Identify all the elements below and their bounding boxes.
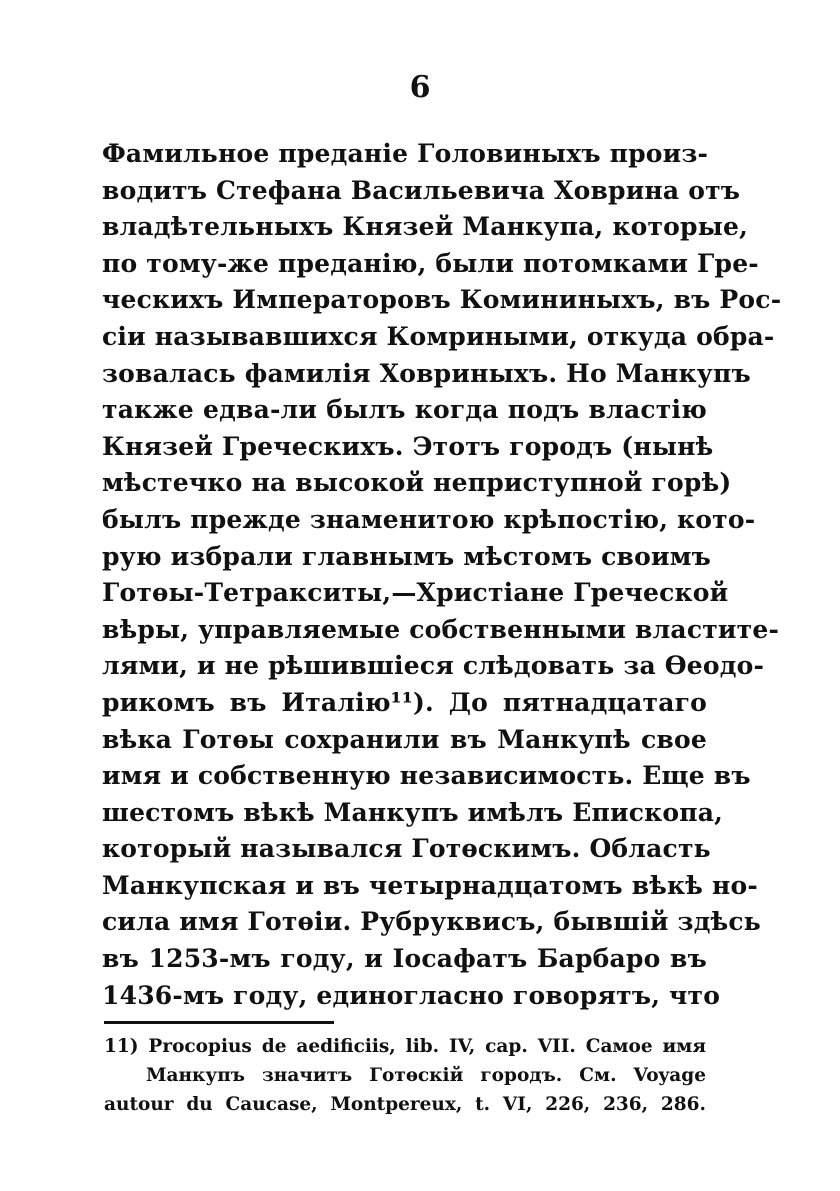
text-line: который назывался Готѳскимъ. Область (102, 834, 711, 864)
text-line: Фамильное преданіе Головиныхъ произ- (102, 139, 709, 168)
text-line: зовалась фамилія Ховриныхъ. Но Манкупъ (102, 358, 751, 388)
text-line: Готѳы-Тетракситы,—Христіане Греческой (102, 578, 729, 608)
text-line: Манкупская и въ четырнадцатомъ вѣкѣ но- (102, 870, 758, 900)
text-line: водитъ Стефана Васильевича Ховрина отъ (102, 175, 741, 205)
footnote-divider (104, 1021, 334, 1024)
text-line: ческихъ Императоровъ Комининыхъ, въ Рос- (102, 285, 782, 315)
text-line: вѣры, управляемые собственными властите- (102, 614, 780, 644)
text-line: имя и собственную независимость. Еще въ (102, 761, 751, 791)
text-line: рую избрали главнымъ мѣстомъ своимъ (102, 541, 712, 571)
text-line: мѣстечко на высокой неприступной горѣ) (102, 468, 732, 498)
text-line: въ 1253-мъ году, и Іосафатъ Барбаро въ (102, 944, 707, 974)
page-number: 6 (409, 70, 431, 105)
text-line: сила имя Готѳіи. Рубруквисъ, бывшій здѣсь (102, 907, 761, 937)
footnote-line: autour du Caucase, Montpereux, t. VI, 226, 236, 286. (104, 1094, 706, 1115)
text-line: по тому-же преданію, были потомками Гре- (102, 248, 759, 278)
footnotes (104, 1032, 706, 1119)
footnote-line: 11) Procopius de aedificiis, lib. IV, cap. VII. Самое имя (104, 1036, 706, 1057)
text-line: 1436-мъ году, единогласно говорятъ, что (102, 980, 721, 1010)
text-line: владѣтельныхъ Князей Манкупа, которые, (102, 212, 748, 242)
body-text (102, 136, 782, 1014)
footnote-line: Манкупъ значитъ Готѳскій городъ. См. Voyage (146, 1065, 706, 1086)
text-line: сіи называвшихся Комриными, откуда обра- (102, 321, 775, 351)
text-line: лями, и не рѣшившіеся слѣдовать за Ѳеодо- (102, 651, 765, 681)
text-line: вѣка Готѳы сохранили въ Манкупѣ свое (102, 724, 707, 754)
text-line: также едва-ли былъ когда подъ властію (102, 395, 707, 425)
text-line: Князей Греческихъ. Этотъ городъ (нынѣ (102, 431, 714, 461)
text-line: шестомъ вѣкѣ Манкупъ имѣлъ Епископа, (102, 797, 724, 827)
text-line: былъ прежде знаменитою крѣпостію, кото- (102, 504, 756, 534)
text-line: рикомъ въ Италію¹¹). До пятнадцатаго (102, 687, 707, 717)
